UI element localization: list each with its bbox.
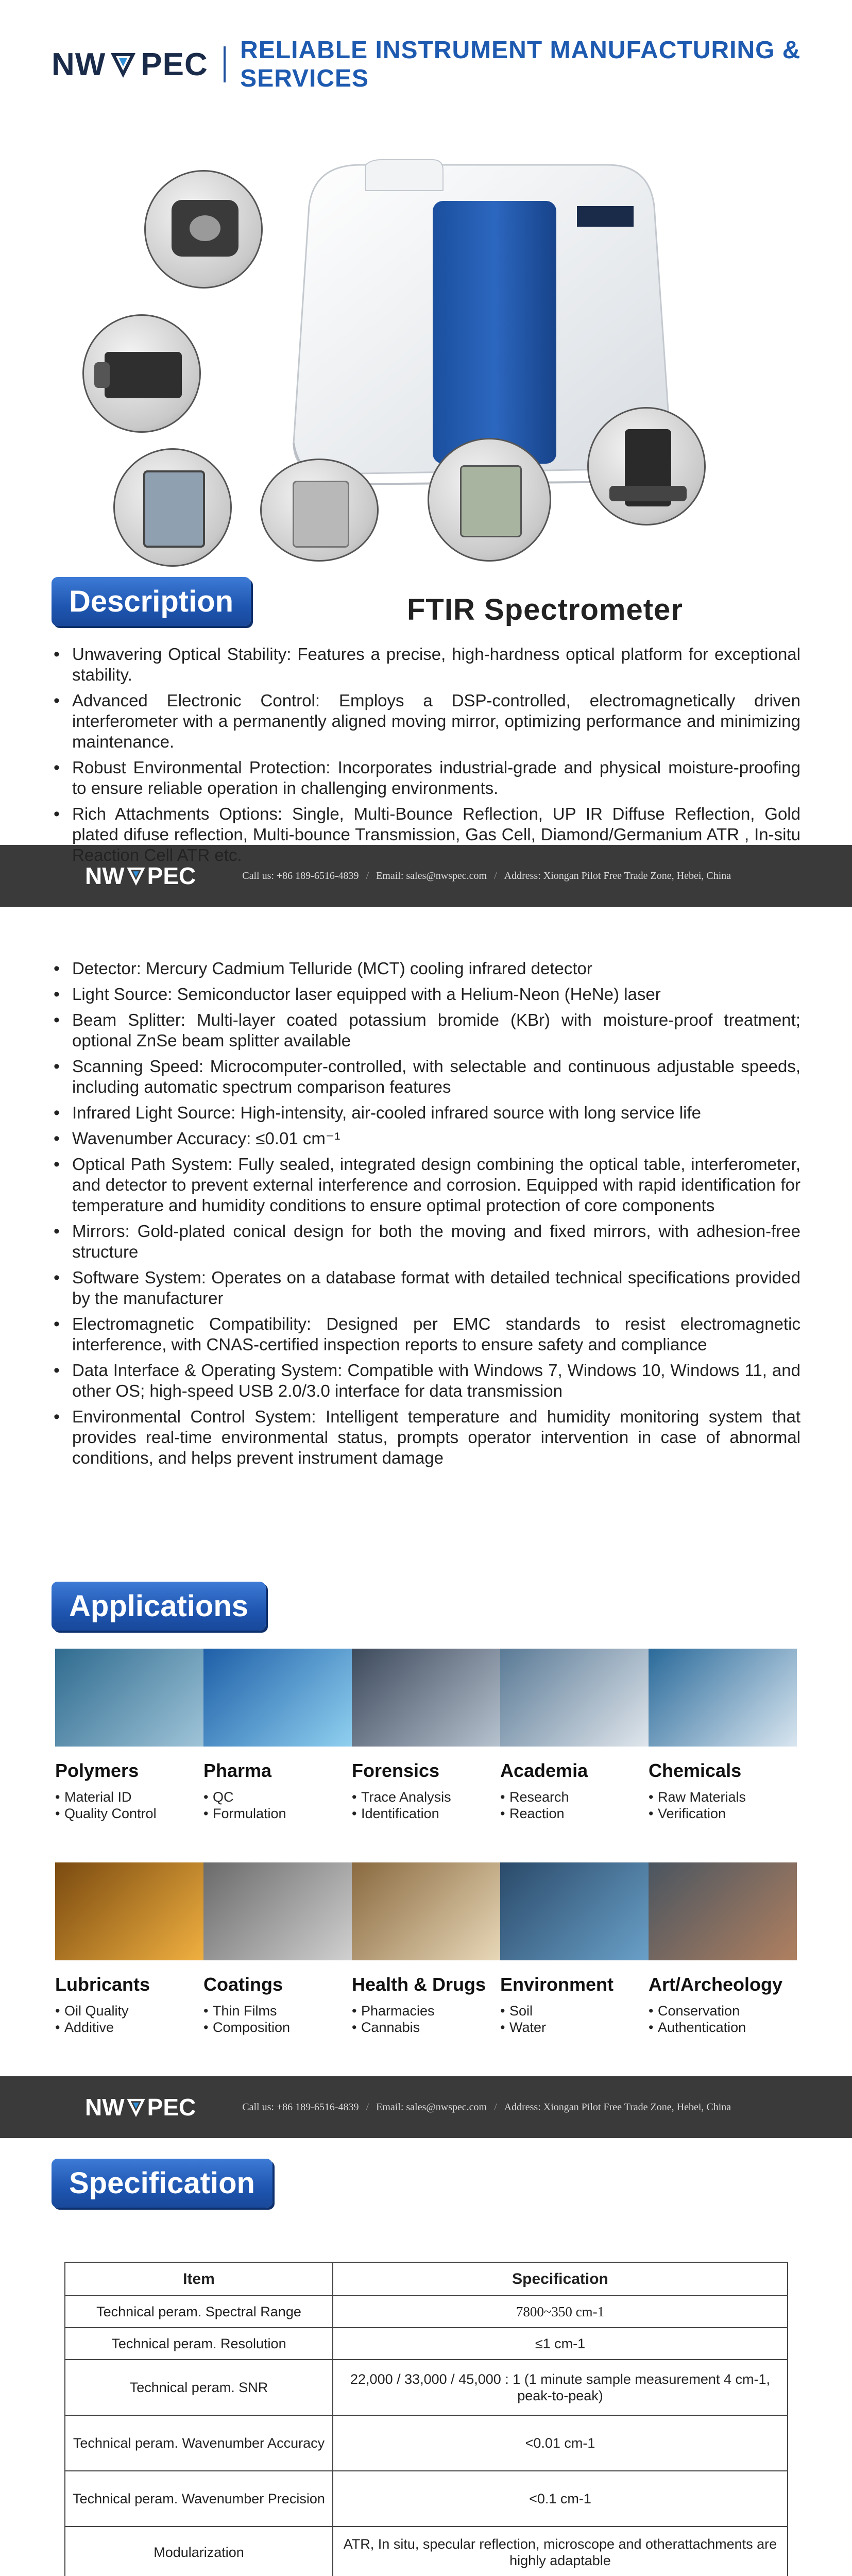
company-tagline: RELIABLE INSTRUMENT MANUFACTURING & SERVICES <box>240 37 801 92</box>
contact-phone[interactable]: Call us: +86 189-6516-4839 <box>242 870 359 882</box>
contact-address: Address: Xiongan Pilot Free Trade Zone, Hebei, China <box>504 2101 731 2113</box>
application-image <box>649 1649 797 1747</box>
application-health-drugs <box>352 1862 500 2076</box>
footer-logo-left: NW <box>85 862 125 889</box>
product-title: FTIR Spectrometer <box>407 593 683 626</box>
specification-badge: Specification <box>52 2159 272 2208</box>
application-polymers <box>55 1649 203 1862</box>
feature-item: • Data Interface & Operating System: Compatible with Windows 7, Windows 10, Windows 11, and other OS; high-speed USB 2.0/3.0 interface for data transmission <box>52 1360 800 1401</box>
application-sub: • Trace Analysis <box>352 1789 500 1805</box>
company-logo[interactable] <box>52 46 208 83</box>
application-sub: • Water <box>500 2019 649 2036</box>
feature-item: • Detector: Mercury Cadmium Telluride (MCT) cooling infrared detector <box>52 958 800 979</box>
footer-logo-right: PEC <box>147 862 196 889</box>
application-lubricants <box>55 1862 203 2076</box>
application-sub: • Reaction <box>500 1805 649 1822</box>
description-list <box>0 644 852 865</box>
table-row <box>65 2296 788 2328</box>
header-divider <box>224 46 226 82</box>
attachment-thumb-6 <box>428 438 551 562</box>
application-image <box>352 1862 500 1960</box>
application-image <box>500 1862 649 1960</box>
application-sub: • Additive <box>55 2019 203 2036</box>
applications-header <box>0 1566 852 1649</box>
footer-logo-shield-icon <box>125 2096 147 2119</box>
application-sub: • Soil <box>500 2003 649 2019</box>
description-badge: Description <box>52 577 251 626</box>
application-name: Health & Drugs <box>352 1974 486 1995</box>
application-name: Academia <box>500 1760 588 1781</box>
applications-badge: Applications <box>52 1582 266 1631</box>
application-name: Pharma <box>203 1760 272 1781</box>
contact-info <box>242 2102 731 2113</box>
application-sub: • Pharmacies <box>352 2003 500 2019</box>
application-name: Lubricants <box>55 1974 150 1995</box>
table-row <box>65 2360 788 2415</box>
spec-value: 22,000 / 33,000 / 45,000 : 1 (1 minute sample measurement 4 cm-1, peak-to-peak) <box>333 2360 788 2415</box>
column-header-item: Item <box>65 2262 333 2296</box>
application-image <box>203 1649 352 1747</box>
separator: / <box>366 870 369 882</box>
application-sub: • QC <box>203 1789 352 1805</box>
application-image <box>55 1649 203 1747</box>
attachment-thumb-2 <box>82 314 201 433</box>
feature-item: • Software System: Operates on a database format with detailed technical specifications provided by the manufacturer <box>52 1267 800 1309</box>
application-sub: • Oil Quality <box>55 2003 203 2019</box>
logo-text-right: PEC <box>141 46 208 82</box>
contact-phone[interactable]: Call us: +86 189-6516-4839 <box>242 2101 359 2113</box>
application-sub: • Cannabis <box>352 2019 500 2036</box>
application-sub: • Raw Materials <box>649 1789 797 1805</box>
application-sub: • Thin Films <box>203 2003 352 2019</box>
feature-item: • Scanning Speed: Microcomputer-controlled, with selectable and continuous adjustable speeds, including automatic spectrum comparison features <box>52 1056 800 1097</box>
description-item: • Unwavering Optical Stability: Features a precise, high-hardness optical platform for exceptional stability. <box>52 644 800 685</box>
description-item: • Rich Attachments Options: Single, Multi-Bounce Reflection, UP IR Diffuse Reflection, Gold plated difuse reflection, Multi-bounce Transmission, Gas Cell, Diamond/Germanium ATR , In-situ Reaction Cell ATR etc. <box>52 804 800 866</box>
spec-item: Technical peram. Wavenumber Accuracy <box>65 2415 333 2471</box>
application-name: Forensics <box>352 1760 440 1781</box>
application-image <box>352 1649 500 1747</box>
application-name: Coatings <box>203 1974 283 1995</box>
contact-email[interactable]: Email: sales@nwspec.com <box>376 870 487 882</box>
specification-header <box>0 2138 852 2246</box>
application-environment <box>500 1862 649 2076</box>
features-list <box>0 907 852 1566</box>
application-sub: • Authentication <box>649 2019 797 2036</box>
logo-text-left: NW <box>52 46 106 82</box>
page-header <box>0 0 852 129</box>
application-sub: • Research <box>500 1789 649 1805</box>
spec-item: Technical peram. SNR <box>65 2360 333 2415</box>
feature-item: • Light Source: Semiconductor laser equipped with a Helium-Neon (HeNe) laser <box>52 984 800 1005</box>
feature-item: • Optical Path System: Fully sealed, integrated design combining the optical table, interferometer, and detector to prevent external interference and corrosion. Equipped with rapid identification for temperature and humidity conditions to ensure optimal protection of core components <box>52 1154 800 1216</box>
feature-item: • Mirrors: Gold-plated conical design for both the moving and fixed mirrors, with adhesion-free structure <box>52 1221 800 1262</box>
spec-value: 7800~350 cm-1 <box>333 2296 788 2328</box>
spec-value: ATR, In situ, specular reflection, microscope and otherattachments are highly adaptable <box>333 2527 788 2576</box>
application-sub: • Material ID <box>55 1789 203 1805</box>
application-sub: • Conservation <box>649 2003 797 2019</box>
feature-item: • Wavenumber Accuracy: ≤0.01 cm⁻¹ <box>52 1128 800 1149</box>
spec-value: <0.1 cm-1 <box>333 2471 788 2527</box>
application-academia <box>500 1649 649 1862</box>
spec-item: Modularization <box>65 2527 333 2576</box>
description-item: • Robust Environmental Protection: Incorporates industrial-grade and physical moisture-proofing to ensure reliable operation in challenging environments. <box>52 757 800 799</box>
application-name: Environment <box>500 1974 614 1995</box>
application-image <box>649 1862 797 1960</box>
application-image <box>500 1649 649 1747</box>
applications-grid <box>0 1649 852 2076</box>
feature-item: • Electromagnetic Compatibility: Designed per EMC standards to resist electromagnetic interference, with CNAS-certified inspection reports to ensure safety and compliance <box>52 1314 800 1355</box>
spec-item: Technical peram. Wavenumber Precision <box>65 2471 333 2527</box>
application-name: Art/Archeology <box>649 1974 783 1995</box>
hero-product-image <box>0 129 852 567</box>
application-sub: • Quality Control <box>55 1805 203 1822</box>
table-row <box>65 2471 788 2527</box>
specification-table-wrap <box>0 2246 852 2576</box>
contact-bar-2 <box>0 2076 852 2138</box>
application-pharma <box>203 1649 352 1862</box>
attachment-thumb-5 <box>260 459 379 562</box>
separator: / <box>494 2101 497 2113</box>
logo-shield-icon <box>108 49 139 80</box>
application-coatings <box>203 1862 352 2076</box>
attachment-thumb-7 <box>587 407 706 526</box>
footer-logo[interactable] <box>85 862 196 890</box>
application-sub: • Identification <box>352 1805 500 1822</box>
application-sub: • Formulation <box>203 1805 352 1822</box>
application-name: Polymers <box>55 1760 139 1781</box>
table-row <box>65 2415 788 2471</box>
application-name: Chemicals <box>649 1760 742 1781</box>
description-header <box>0 567 852 644</box>
footer-logo[interactable] <box>85 2093 196 2121</box>
attachment-thumb-3 <box>113 448 232 567</box>
feature-item: • Environmental Control System: Intelligent temperature and humidity monitoring system that provides real-time environmental status, prompts operator intervention in case of abnormal conditions, and helps prevent instrument damage <box>52 1406 800 1468</box>
application-image <box>55 1862 203 1960</box>
footer-logo-shield-icon <box>125 865 147 887</box>
contact-info <box>242 870 731 882</box>
feature-item: • Beam Splitter: Multi-layer coated potassium bromide (KBr) with moisture-proof treatment; optional ZnSe beam splitter available <box>52 1010 800 1051</box>
footer-logo-right: PEC <box>147 2094 196 2121</box>
contact-address: Address: Xiongan Pilot Free Trade Zone, Hebei, China <box>504 870 731 882</box>
application-forensics <box>352 1649 500 1862</box>
contact-email[interactable]: Email: sales@nwspec.com <box>376 2101 487 2113</box>
attachment-thumb-1 <box>144 170 263 289</box>
column-header-specification: Specification <box>333 2262 788 2296</box>
spec-value: ≤1 cm-1 <box>333 2328 788 2360</box>
separator: / <box>494 870 497 882</box>
application-sub: • Composition <box>203 2019 352 2036</box>
application-image <box>203 1862 352 1960</box>
application-art-archeology <box>649 1862 797 2076</box>
table-row <box>65 2527 788 2576</box>
feature-item: • Infrared Light Source: High-intensity, air-cooled infrared source with long service life <box>52 1103 800 1123</box>
table-row <box>65 2328 788 2360</box>
spec-value: <0.01 cm-1 <box>333 2415 788 2471</box>
description-item: • Advanced Electronic Control: Employs a DSP-controlled, electromagnetically driven interferometer with a permanently aligned moving mirror, optimizing performance and minimizing maintenance. <box>52 690 800 752</box>
spec-item: Technical peram. Spectral Range <box>65 2296 333 2328</box>
separator: / <box>366 2101 369 2113</box>
spec-item: Technical peram. Resolution <box>65 2328 333 2360</box>
application-chemicals <box>649 1649 797 1862</box>
footer-logo-left: NW <box>85 2094 125 2121</box>
specification-table <box>64 2262 788 2576</box>
application-sub: • Verification <box>649 1805 797 1822</box>
table-header-row <box>65 2262 788 2296</box>
